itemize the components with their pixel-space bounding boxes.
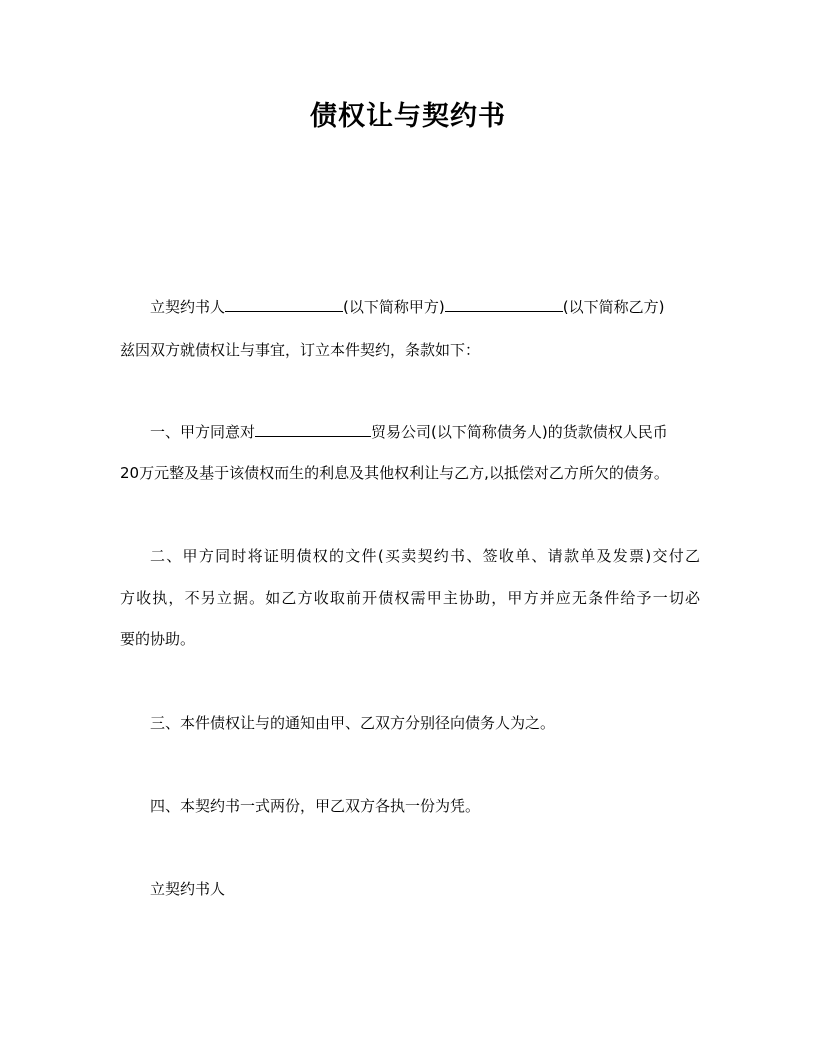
intro-line-2: 兹因双方就债权让与事宜，订立本件契约，条款如下： <box>120 341 481 359</box>
clause-2-line-3: 要的协助。 <box>120 630 196 648</box>
intro-prefix: 立契约书人 <box>150 298 226 316</box>
clause-1-line-1 <box>150 421 700 443</box>
party-a-suffix: (以下简称甲方) <box>343 298 445 316</box>
document-title: 债权让与契约书 <box>310 101 506 132</box>
clause-3: 三、本件债权让与的通知由甲、乙双方分别径向债务人为之。 <box>150 714 556 732</box>
party-a-blank <box>225 296 343 312</box>
party-b-blank <box>445 296 563 312</box>
signature-label: 立契约书人 <box>150 880 226 898</box>
intro-line-1 <box>150 296 700 318</box>
clause-1-prefix: 一、甲方同意对 <box>150 423 256 441</box>
clause-2-line-1: 二、甲方同时将证明债权的文件(买卖契约书、签收单、请款单及发票)交付乙 <box>150 547 700 565</box>
clause-2-line-2: 方收执，不另立据。如乙方收取前开债权需甲主协助，甲方并应无条件给予一切必 <box>120 589 700 607</box>
clause-1-suffix: 贸易公司(以下简称债务人)的货款债权人民币 <box>371 423 668 441</box>
company-name-blank <box>255 421 371 437</box>
clause-4: 四、本契约书一式两份，甲乙双方各执一份为凭。 <box>150 797 481 815</box>
clause-1-line-2: 20万元整及基于该债权而生的利息及其他权利让与乙方,以抵偿对乙方所欠的债务。 <box>120 464 669 482</box>
party-b-suffix: (以下简称乙方) <box>562 298 665 316</box>
